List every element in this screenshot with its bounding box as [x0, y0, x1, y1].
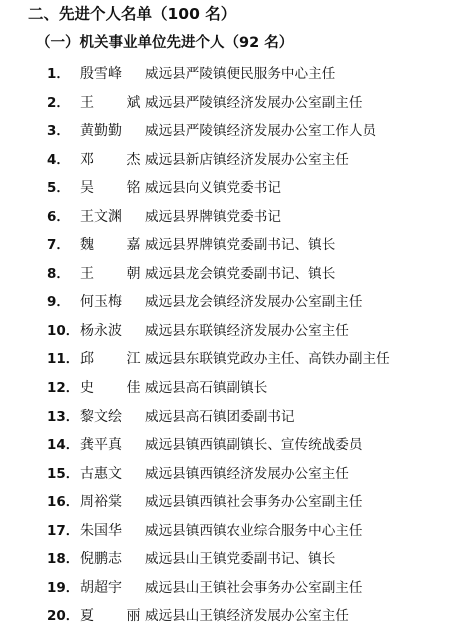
list-item	[0, 231, 452, 260]
list-item	[0, 174, 452, 203]
person-name: 黎文绘	[80, 408, 122, 425]
list-item	[0, 60, 452, 89]
person-title: 威远县向义镇党委书记	[145, 180, 281, 197]
item-number: 3．	[47, 123, 70, 140]
item-number: 1．	[47, 66, 70, 82]
person-name: 古惠文	[80, 465, 122, 482]
person-title: 威远县镇西镇社会事务办公室副主任	[145, 494, 363, 511]
person-name: 黄勤勤	[80, 123, 122, 140]
list-item	[0, 403, 452, 432]
list-item	[0, 460, 452, 489]
person-name: 邱 江	[80, 351, 155, 368]
item-number: 5．	[47, 180, 70, 197]
item-number: 19．	[47, 579, 80, 596]
item-number: 9．	[47, 294, 70, 311]
item-number: 14．	[47, 437, 80, 454]
person-title: 威远县山王镇经济发展办公室主任	[145, 608, 349, 625]
person-title: 威远县镇西镇农业综合服务中心主任	[145, 522, 363, 539]
person-name: 倪鹏志	[80, 551, 122, 568]
item-number: 4．	[47, 151, 70, 168]
item-number: 2．	[47, 94, 70, 111]
person-title: 威远县界牌镇党委书记	[145, 208, 281, 225]
person-title: 威远县龙会镇党委副书记、镇长	[145, 265, 336, 282]
section-heading: 二、先进个人名单（100 名）	[28, 5, 237, 23]
person-name: 殷雪峰	[80, 66, 122, 82]
list-item	[0, 545, 452, 574]
person-title: 威远县严陵镇经济发展办公室工作人员	[145, 123, 377, 140]
list-item	[0, 146, 452, 175]
item-number: 16．	[47, 494, 80, 511]
person-name: 杨永波	[80, 322, 122, 339]
list-item	[0, 431, 452, 460]
item-number: 7．	[47, 237, 70, 254]
person-title: 威远县东联镇党政办主任、高铁办副主任	[145, 351, 390, 368]
person-name: 吴 铭	[80, 180, 155, 197]
person-name: 王 斌	[80, 94, 155, 111]
awardee-list	[0, 60, 452, 631]
list-item	[0, 374, 452, 403]
item-number: 10．	[47, 322, 80, 339]
item-number: 18．	[47, 551, 80, 568]
list-item	[0, 117, 452, 146]
person-title: 威远县山王镇党委副书记、镇长	[145, 551, 336, 568]
item-number: 12．	[47, 380, 80, 397]
list-item	[0, 260, 452, 289]
list-item	[0, 288, 452, 317]
list-item	[0, 574, 452, 603]
person-title: 威远县高石镇副镇长	[145, 380, 268, 397]
person-title: 威远县镇西镇副镇长、宣传统战委员	[145, 437, 363, 454]
item-number: 13．	[47, 408, 80, 425]
person-title: 威远县镇西镇经济发展办公室主任	[145, 465, 349, 482]
person-name: 邓 杰	[80, 151, 155, 168]
person-name: 史 佳	[80, 380, 155, 397]
item-number: 8．	[47, 265, 70, 282]
person-name: 龚平真	[80, 437, 122, 454]
person-title: 威远县高石镇团委副书记	[145, 408, 295, 425]
person-name: 胡超宇	[80, 579, 122, 596]
subsection-heading: （一）机关事业单位先进个人（92 名）	[36, 35, 294, 51]
person-title: 威远县龙会镇经济发展办公室副主任	[145, 294, 363, 311]
item-number: 17．	[47, 522, 80, 539]
person-name: 周裕棠	[80, 494, 122, 511]
person-name: 朱国华	[80, 522, 122, 539]
person-title: 威远县严陵镇经济发展办公室副主任	[145, 94, 363, 111]
person-name: 何玉梅	[80, 294, 122, 311]
list-item	[0, 89, 452, 118]
list-item	[0, 345, 452, 374]
person-name: 王文渊	[80, 208, 122, 225]
list-item	[0, 203, 452, 232]
item-number: 6．	[47, 208, 70, 225]
person-title: 威远县严陵镇便民服务中心主任	[145, 66, 336, 82]
item-number: 11．	[47, 351, 80, 368]
list-item	[0, 488, 452, 517]
item-number: 20．	[47, 608, 80, 625]
person-name: 魏 嘉	[80, 237, 155, 254]
person-title: 威远县东联镇经济发展办公室主任	[145, 322, 349, 339]
list-item	[0, 517, 452, 546]
person-name: 王 朝	[80, 265, 155, 282]
list-item	[0, 317, 452, 346]
person-title: 威远县界牌镇党委副书记、镇长	[145, 237, 336, 254]
person-title: 威远县新店镇经济发展办公室主任	[145, 151, 349, 168]
person-name: 夏 丽	[80, 608, 155, 625]
item-number: 15．	[47, 465, 80, 482]
person-title: 威远县山王镇社会事务办公室副主任	[145, 579, 363, 596]
